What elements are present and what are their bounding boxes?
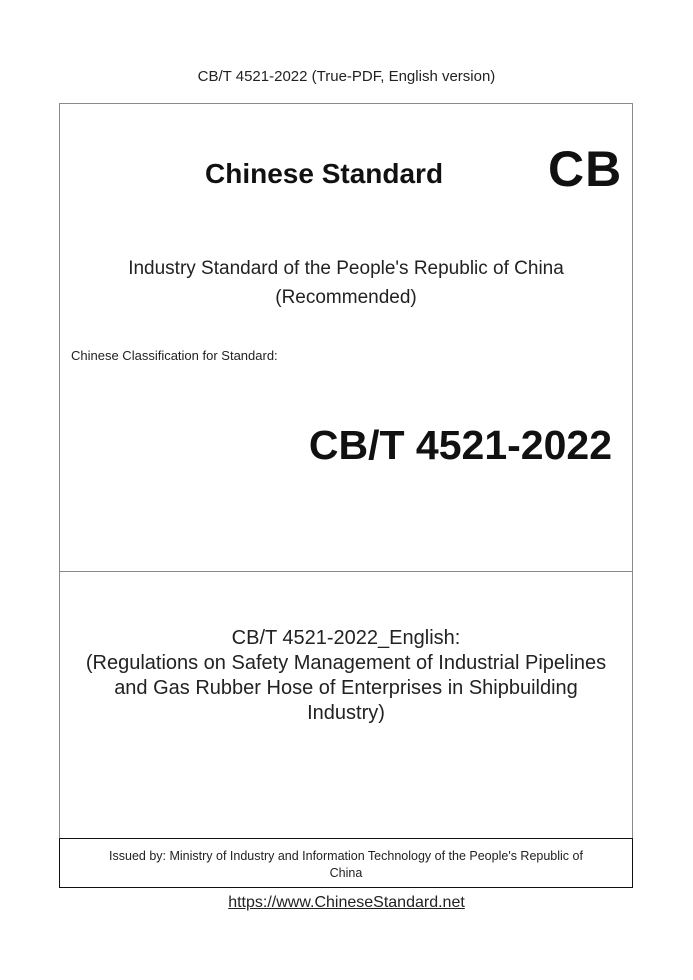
footer bbox=[0, 894, 693, 912]
website-link[interactable]: https://www.ChineseStandard.net bbox=[228, 894, 465, 911]
issued-by-box bbox=[59, 838, 633, 888]
title-line-4: Industry) bbox=[307, 702, 385, 724]
title-line-2: (Regulations on Safety Management of Industrial Pipelines bbox=[85, 652, 607, 674]
cover-top-section bbox=[60, 104, 632, 572]
issued-by-line-2: China bbox=[329, 866, 363, 880]
cover-title-section bbox=[60, 572, 632, 837]
document-title bbox=[60, 626, 632, 726]
recommended-line: (Recommended) bbox=[275, 287, 417, 308]
issued-by-text bbox=[60, 848, 632, 882]
brand-code: CB bbox=[548, 141, 623, 197]
classification-label: Chinese Classification for Standard: bbox=[71, 348, 278, 363]
standard-number: CB/T 4521-2022 bbox=[308, 422, 612, 468]
title-line-1: CB/T 4521-2022_English: bbox=[231, 627, 461, 649]
industry-standard-line: Industry Standard of the People's Republic of China bbox=[128, 258, 564, 279]
issued-by-line-1: Issued by: Ministry of Industry and Information Technology of the People's Republic of bbox=[109, 849, 583, 863]
page-header: CB/T 4521-2022 (True-PDF, English version) bbox=[197, 68, 496, 85]
title-line-3: and Gas Rubber Hose of Enterprises in Shipbuilding bbox=[114, 677, 578, 699]
cover-frame bbox=[59, 103, 633, 887]
brand-title: Chinese Standard bbox=[205, 158, 444, 189]
